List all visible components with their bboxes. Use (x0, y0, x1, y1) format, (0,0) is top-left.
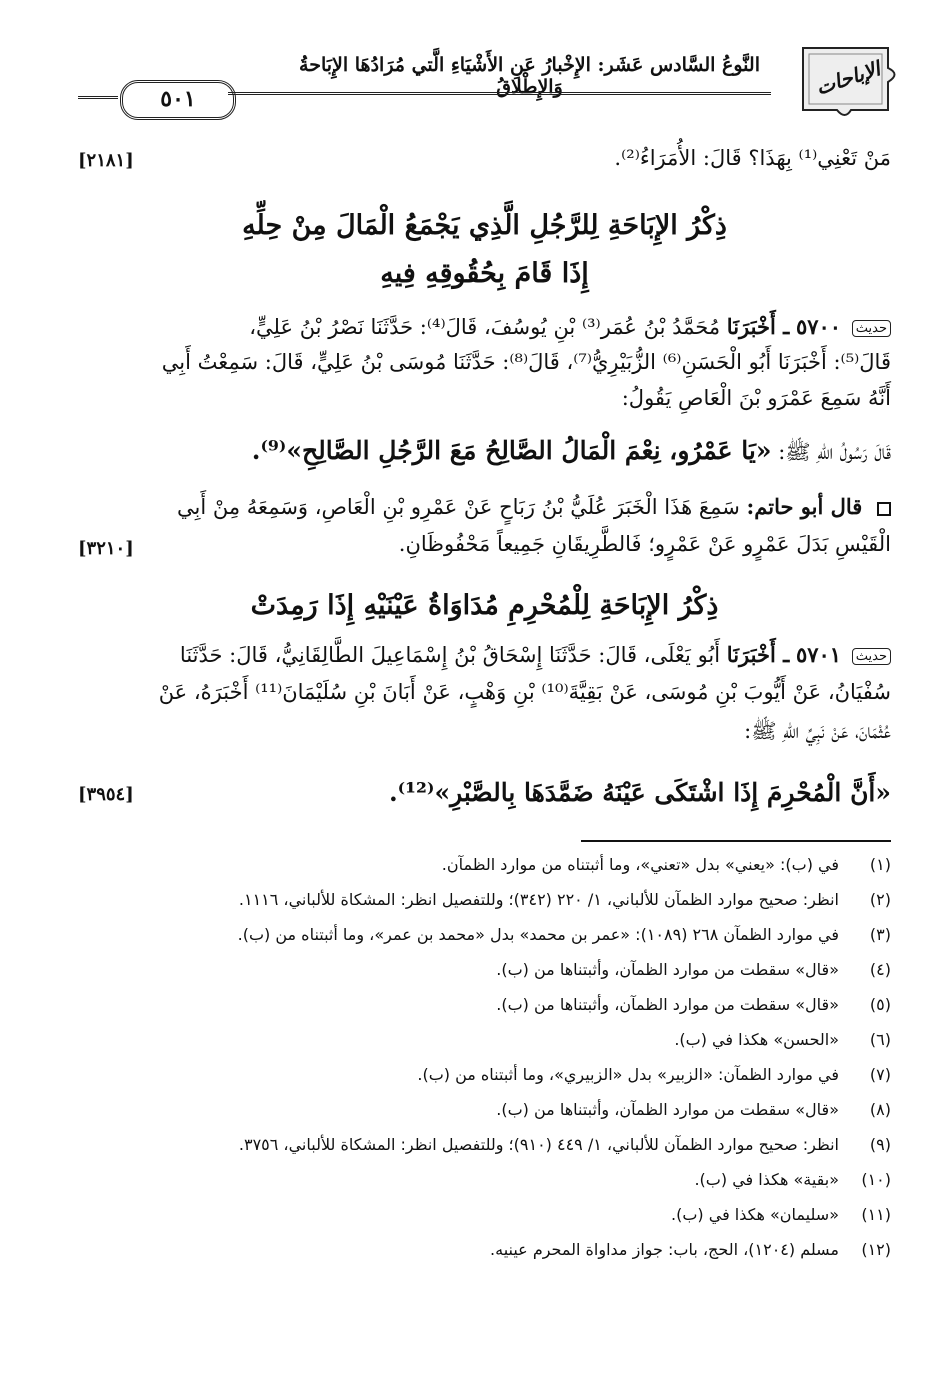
intro-line: مَنْ تَعْنِي⁽¹⁾ بِهَذَا؟ قَالَ: الأُمَرَاءُ⁽²⁾. (614, 146, 891, 170)
akhbarana: ـ أَخْبَرَنَا (726, 642, 790, 667)
abu-hatim-label: قال أبو حاتم: (746, 494, 863, 519)
intro-ref: [٢١٨١] (78, 150, 134, 171)
section-badge-label: الإباحات (812, 56, 884, 100)
hadith-5701-isnad-1 (78, 642, 891, 667)
footnote-number: (٤) (869, 960, 891, 979)
footnote-item (78, 1062, 891, 1088)
hadith-5701-isnad-3: عُثْمَانَ، عَنْ نَبِيِّ اللهِ ﷺ: (744, 719, 891, 743)
hadith-marker-icon: حديث (852, 648, 891, 665)
hadith-5700-isnad-1 (78, 314, 891, 339)
footnote-number: (٧) (869, 1065, 891, 1084)
footnote-number: (٣) (869, 925, 891, 944)
footnote-item (78, 1027, 891, 1053)
section2-heading: ذِكْرُ الإِبَاحَةِ لِلْمُحْرِمِ مُدَاوَاةُ عَيْنَيْهِ إِذَا رَمِدَتْ (250, 590, 719, 621)
header-rule-left (78, 96, 118, 99)
footnote-item (78, 957, 891, 983)
footnote-number: (٩) (869, 1135, 891, 1154)
isnad-text: مُحَمَّدُ بْنُ عُمَر⁽³⁾ بْنِ يُوسُفَ، قَالَ⁽⁴⁾: حَدَّثَنَا نَصْرُ بْنُ عَلِيٍّ، (249, 315, 721, 339)
footnote-number: (٥) (869, 995, 891, 1014)
page-number: ٥٠١ (120, 80, 236, 120)
section2-ref: [٣٩٥٤] (78, 784, 134, 805)
hadith-5700-isnad-2: قَالَ⁽⁵⁾: أَخْبَرَنَا أَبُو الْحَسَنِ⁽⁶⁾ الزُّبَيْرِيُّ⁽⁷⁾، قَالَ⁽⁸⁾: حَدَّثَنَا مُوسَى بْنُ عَلِيٍّ، قَالَ: سَمِعْتُ أَبِي (161, 350, 891, 374)
hadith-5700-isnad-3: أَنَّهُ سَمِعَ عَمْرَو بْنَ الْعَاصِ يَقُولُ: (621, 386, 891, 410)
section1-heading-line1: ذِكْرُ الإِبَاحَةِ لِلرَّجُلِ الَّذِي يَجْمَعُ الْمَالَ مِنْ حِلِّهِ (242, 210, 727, 241)
hadith-marker-icon: حديث (852, 320, 891, 337)
comment-text: سَمِعَ هَذَا الْخَبَرَ عُلَيُّ بْنُ رَبَاحٍ عَنْ عَمْرِو بْنِ الْعَاصِ، وَسَمِعَهُ مِنْ أَبِي (177, 495, 740, 519)
footnote-text: انظر: صحيح موارد الظمآن للألباني، ١/ ٢٢٠ (٣٤٢)؛ وللتفصيل انظر: المشكاة للألباني، ١١١٦. (238, 890, 839, 909)
footnotes (78, 852, 891, 1272)
abu-hatim-comment-1 (78, 494, 891, 519)
footnote-item (78, 1202, 891, 1228)
page-header (78, 40, 891, 120)
footnote-text: «قال» سقطت من موارد الظمآن، وأثبتناها من (ب). (496, 995, 839, 1014)
footnote-text: في موارد الظمآن ٢٦٨ (١٠٨٩): «عمر بن محمد» بدل «محمد بن عمر»، وما أثبتناه من (ب). (237, 925, 839, 944)
hadith-5701-isnad-2: سُفْيَانُ، عَنْ أَيُّوبَ بْنِ مُوسَى، عَنْ بَقِيَّةَ⁽¹⁰⁾ بْنِ وَهْبٍ، عَنْ أَبَانَ بْنِ سُلَيْمَانَ⁽¹¹⁾ أَخْبَرَهُ، عَنْ (158, 680, 891, 704)
footnote-text: «بقية» هكذا في (ب). (694, 1170, 839, 1189)
header-rule (228, 92, 771, 95)
footnote-number: (١٢) (861, 1240, 891, 1259)
section-badge (793, 40, 901, 118)
footnote-number: (٨) (869, 1100, 891, 1119)
square-bullet-icon (877, 502, 891, 516)
hadith-5701-matn: «أَنَّ الْمُحْرِمَ إِذَا اشْتَكَى عَيْنَهُ ضَمَّدَهَا بِالصَّبْرِ»⁽¹²⁾. (388, 778, 891, 807)
footnote-text: مسلم (١٢٠٤)، الحج، باب: جواز مداواة المحرم عينيه. (490, 1240, 839, 1259)
section1-ref: [٣٢١٠] (78, 538, 134, 559)
matn-text: «يَا عَمْرُو، نِعْمَ الْمَالُ الصَّالِحُ مَعَ الرَّجُلِ الصَّالِحِ»⁽⁹⁾. (251, 436, 772, 465)
footnote-item (78, 922, 891, 948)
footnote-item (78, 887, 891, 913)
footnote-text: انظر: صحيح موارد الظمآن للألباني، ١/ ٤٤٩ (٩١٠)؛ وللتفصيل انظر: المشكاة للألباني، ٣٧٥٦. (238, 1135, 839, 1154)
footnote-number: (١) (869, 855, 891, 874)
footnote-number: (٦) (869, 1030, 891, 1049)
isnad-text: أَبُو يَعْلَى، قَالَ: حَدَّثَنَا إِسْحَاقُ بْنُ إِسْمَاعِيلَ الطَّالِقَانِيُّ، قَالَ: حَدَّثَنَا (179, 643, 721, 667)
hadith-number: ٥٧٠١ (795, 642, 842, 667)
footnote-text: في (ب): «يعني» بدل «تعني»، وما أثبتناه من موارد الظمآن. (441, 855, 839, 874)
footnote-number: (١٠) (861, 1170, 891, 1189)
footnote-text: في موارد الظمآن: «الزبير» بدل «الزبيري»، وما أثبتناه من (ب). (417, 1065, 839, 1084)
footnote-item (78, 992, 891, 1018)
running-title: النَّوعُ السَّادس عَشَر: الإِخْبارُ عَنِ الأَشْيَاءِ الَّتي مُرَادُهَا الإِبَاحةُ وَالإِطْلاقُ (299, 54, 760, 98)
footnote-item (78, 1132, 891, 1158)
footnote-text: «الحسن» هكذا في (ب). (674, 1030, 839, 1049)
footnote-item (78, 852, 891, 878)
hadith-number: ٥٧٠٠ (795, 314, 842, 339)
footnote-text: «قال» سقطت من موارد الظمآن، وأثبتناها من (ب). (496, 960, 839, 979)
footnote-item (78, 1097, 891, 1123)
section1-heading-line2: إِذَا قَامَ بِحُقُوقِهِ فِيهِ (380, 258, 589, 289)
footnote-item (78, 1167, 891, 1193)
footnote-number: (١١) (861, 1205, 891, 1224)
matn-prefix: قَالَ رَسُولُ اللهِ ﷺ: (778, 440, 891, 464)
footnote-separator (581, 840, 891, 842)
footnote-text: «قال» سقطت من موارد الظمآن، وأثبتناها من (ب). (496, 1100, 839, 1119)
footnote-item (78, 1237, 891, 1263)
abu-hatim-comment-2: الْقَيْسِ بَدَلَ عَمْرٍو عَنْ عَمْرٍو؛ فَالطَّرِيقَانِ جَمِيعاً مَحْفُوظَانِ. (398, 532, 891, 556)
footnote-number: (٢) (869, 890, 891, 909)
footnote-text: «سليمان» هكذا في (ب). (671, 1205, 839, 1224)
hadith-5700-matn (78, 436, 891, 470)
akhbarana: ـ أَخْبَرَنَا (726, 314, 790, 339)
